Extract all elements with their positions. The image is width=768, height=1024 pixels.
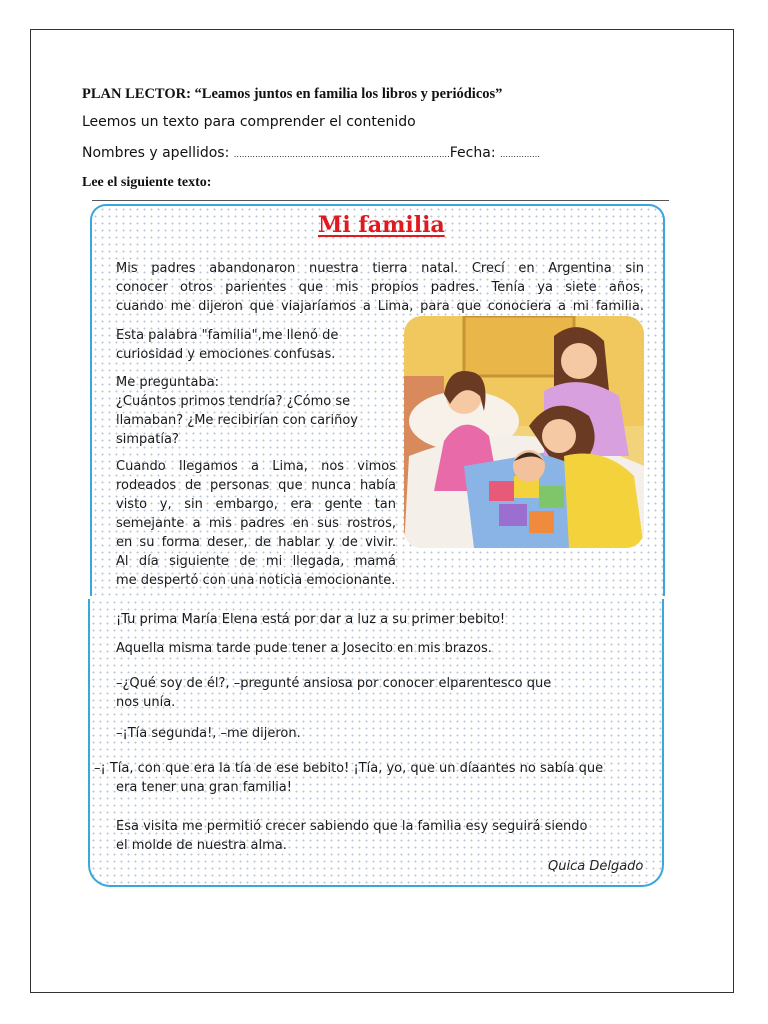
text-line: Mis padres abandonaron nuestra tierra natal. Crecí en Argentina sin — [116, 261, 644, 276]
reading-subtitle: Leemos un texto para comprender el contenido — [82, 114, 416, 130]
date-label: Fecha: — [449, 145, 500, 161]
text-line: Cuando llegamos a Lima, nos vimos — [116, 459, 396, 474]
divider — [92, 200, 669, 201]
text-line: visto y, sin embargo, era gente tan — [116, 497, 396, 512]
story-title: Mi familia — [318, 212, 445, 238]
author-signature: Quica Delgado — [548, 859, 644, 874]
plan-lector-heading: PLAN LECTOR: “Leamos juntos en familia los libros y periódicos” — [82, 86, 503, 102]
text-line: Aquella misma tarde pude tener a Josecito en mis brazos. — [116, 641, 492, 656]
text-line: cuando me dijeron que viajaríamos a Lima, para que conociera a mi familia. — [116, 299, 644, 314]
paragraph-aunt-exclaim — [94, 759, 654, 797]
names-date-line — [82, 145, 540, 161]
paragraph-closing — [116, 817, 644, 855]
text-line: Me preguntaba: — [116, 375, 220, 390]
text-line: nos unía. — [116, 695, 176, 710]
paragraph-news — [116, 610, 644, 629]
text-line: era tener una gran familia! — [116, 780, 292, 795]
text-line: Esa visita me permitió crecer sabiendo que la familia esy seguirá siendo — [116, 819, 588, 834]
text-line: rodeados de personas que nunca había — [116, 478, 396, 493]
date-blank: …………… — [499, 150, 540, 159]
names-blank: ……………………………………………………………………… — [233, 150, 450, 159]
text-line: –¡Tía segunda!, –me dijeron. — [116, 726, 301, 741]
text-line: me despertó con una noticia emocionante. — [116, 573, 396, 588]
paragraph-word-family — [116, 326, 396, 364]
paragraph-questions — [116, 373, 396, 449]
text-line: simpatía? — [116, 432, 179, 447]
text-line: el molde de nuestra alma. — [116, 838, 287, 853]
text-line: Esta palabra "familia",me llenó de — [116, 328, 339, 343]
paragraph-intro — [116, 259, 644, 316]
text-line: en su forma deser, de hablar y de vivir. — [116, 535, 396, 550]
names-label: Nombres y apellidos: — [82, 145, 234, 161]
text-line: Al día siguiente de mi llegada, mamá — [116, 554, 396, 569]
text-line: –¡ Tía, con que era la tía de ese bebito! ¡Tía, yo, que un díaantes no sabía que — [94, 761, 604, 776]
paragraph-question-relation — [116, 674, 644, 712]
text-line: ¿Cuántos primos tendría? ¿Cómo se — [116, 394, 351, 409]
text-line: llamaban? ¿Me recibirían con cariñoy — [116, 413, 358, 428]
family-illustration — [404, 316, 644, 548]
text-line: curiosidad y emociones confusas. — [116, 347, 336, 362]
text-line: conocer otros parientes que mis propios padres. Tenía ya siete años, — [116, 280, 644, 295]
text-line: –¿Qué soy de él?, –pregunté ansiosa por conocer elparentesco que — [116, 676, 552, 691]
paragraph-arrival — [116, 457, 396, 590]
paragraph-josecito — [116, 639, 644, 658]
text-line: ¡Tu prima María Elena está por dar a luz a su primer bebito! — [116, 612, 506, 627]
instruction: Lee el siguiente texto: — [82, 175, 212, 190]
text-line: semejante a mis padres en sus rostros, — [116, 516, 396, 531]
paragraph-second-aunt — [116, 724, 644, 743]
